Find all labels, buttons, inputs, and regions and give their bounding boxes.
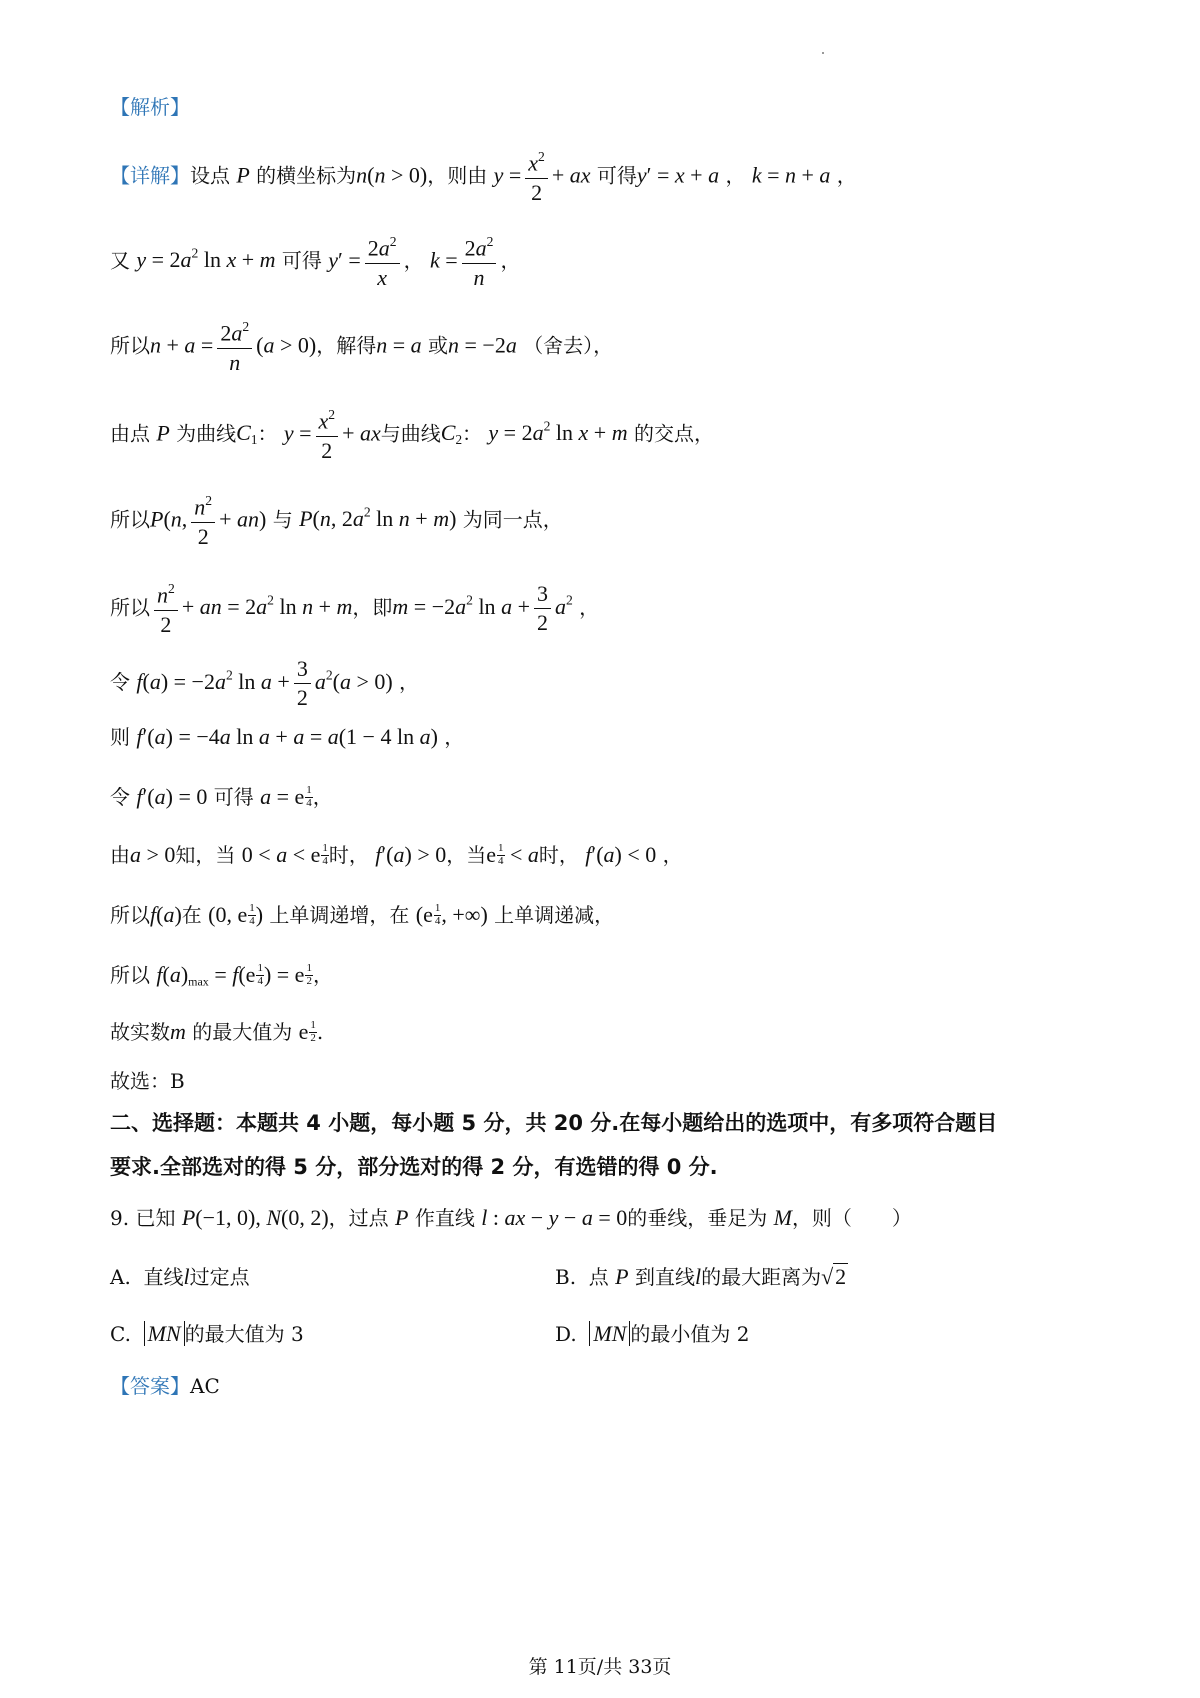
detail-line-13: 故实数m 的最大值为 e $\frac{1}{2}$ . (110, 1019, 324, 1044)
answer-label: 【答案】 (110, 1374, 190, 1398)
answer-line (110, 1376, 220, 1396)
choice-line: 故选：B (110, 1069, 185, 1093)
detail-line-1: 【详解】设点 P 的横坐标为n(n > 0)，则由 y = $\frac{x^2}{2}$ + ax 可得y′ = x + a ， k = n + a ， (110, 149, 857, 205)
detail-label: 【详解】 (110, 163, 190, 188)
section-heading-line-2: 要求.全部选对的得 5 分，部分选对的得 2 分，有选错的得 0 分. (110, 1155, 718, 1179)
answer-value: AC (190, 1374, 220, 1398)
detail-line-12: 所以 $f(a)_{max} = f(e$ $\frac{1}{4}$ ) = e $\frac{1}{2}$ ， (110, 962, 333, 989)
option-d: D. MN 的最小值为 2 (555, 1321, 750, 1346)
stray-dot (822, 52, 824, 54)
detail-line-11: 所以f(a)在 (0, e $\frac{1}{4}$ ) 上单调递增，在 (e $\frac{1}{4}$ , +∞) 上单调递减， (110, 902, 615, 927)
detail-line-2: 又 $y = 2a^2$ ln x + m 可得 y′ = $\frac{2a^2}{x}$ ， k = $\frac{2a^2}{n}$ ， (110, 234, 521, 290)
option-a: A. 直线l过定点 (110, 1264, 250, 1289)
detail-line-8: 则 f′(a) = −4a ln a + a = a(1 − 4 ln a) ， (110, 724, 465, 749)
detail-line-4: 由点 P 为曲线$C_1$： y = $\frac{x^2}{2}$ + ax与曲线$C_2$： $y = 2a^2$ ln x + m 的交点， (110, 407, 714, 463)
section-heading-line-1: 二、选择题：本题共 4 小题，每小题 5 分，共 20 分.在每小题给出的选项中，有多项符合题目 (110, 1111, 998, 1135)
detail-line-3: 所以n + a = $\frac{2a^2}{n}$ (a > 0)，解得n = a 或n = −2a （舍去）， (110, 319, 614, 375)
detail-line-6: 所以 $\frac{n^2}{2}$ + an = $2a^2$ ln n + m，即$m = -2a^2$ ln a + $\frac{3}{2}$ $a^2$ ， (110, 581, 600, 637)
jiexi-label: 【解析】 (110, 95, 190, 119)
detail-line-9: 令 f′(a) = 0 可得 a = e $\frac{1}{4}$ ， (110, 784, 333, 809)
question-9: 9. 已知 P(−1, 0), N(0, 2)，过点 P 作直线 l : ax − y − a = 0的垂线，垂足为 M，则（ ） (110, 1205, 912, 1230)
option-b: B. 点 P 到直线l的最大距离为√2 (555, 1264, 847, 1289)
detail-line-10: 由a > 0知，当 0 < a < e $\frac{1}{4}$ 时， f′(a) > 0，当e $\frac{1}{4}$ < a时， f′(a) < 0 ， (110, 842, 683, 867)
page-footer: 第 11页/共 33页 (528, 1656, 672, 1678)
detail-line-7: 令 $f(a) = -2a^2$ ln a + $\frac{3}{2}$ $a^2(a > 0)$ ， (110, 656, 420, 710)
detail-line-5: 所以P(n, $\frac{n^2}{2}$ + an) 与 P(n, $2a^2$ ln n + m) 为同一点， (110, 493, 563, 549)
option-c: C. MN 的最大值为 3 (110, 1321, 304, 1346)
